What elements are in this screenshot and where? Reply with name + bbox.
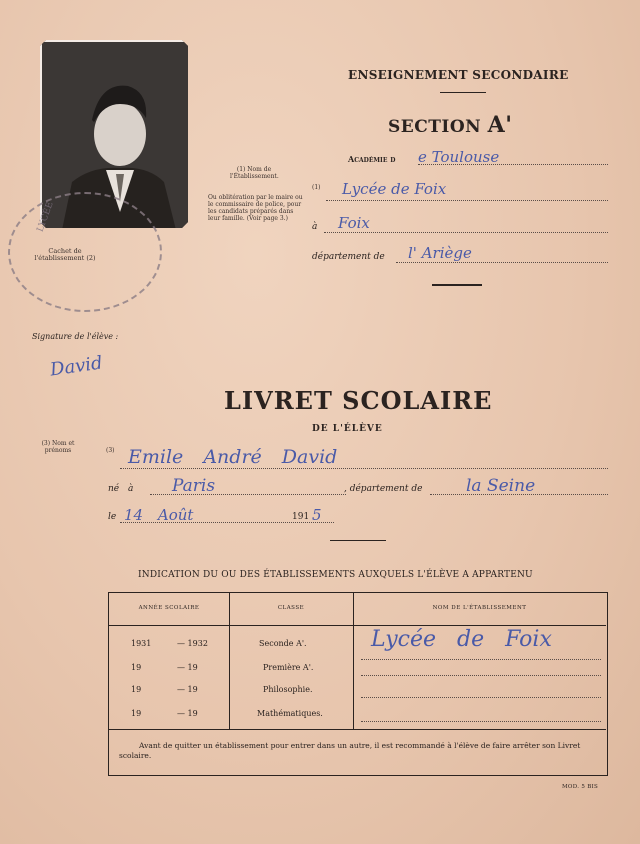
student-name: Emile André David [128, 446, 338, 468]
note1-text [230, 166, 278, 180]
col-header-classe: CLASSE [277, 605, 305, 611]
birthdate-line [120, 522, 334, 523]
model-number: MOD. 5 BIS [562, 784, 599, 790]
row-year-to: — 19 [177, 663, 198, 672]
ville-line [324, 232, 608, 233]
de-eleve-subtitle: DE L'ÉLÈVE [312, 424, 383, 434]
table-row [109, 663, 606, 683]
academie-label: Académie d [348, 154, 396, 164]
birth-dept-value: la Seine [466, 476, 536, 496]
row-year-to: — 19 [177, 685, 198, 694]
row-line [361, 659, 601, 660]
row-year-from: 19 [131, 709, 142, 718]
col-header-etablissement: NOM DE L'ÉTABLISSEMENT [432, 605, 527, 611]
footnote-line [109, 729, 606, 730]
row-year-from: 19 [131, 663, 142, 672]
note1-body: Nom de l'Établissement. [230, 166, 279, 180]
etablissement-line [326, 200, 608, 201]
row-line [361, 675, 601, 676]
birth-year-prefix: 191 [292, 512, 310, 522]
signature-value: David [48, 352, 104, 381]
section-title [388, 112, 512, 138]
birth-dept-line [430, 494, 608, 495]
row-year-from: 19 [131, 685, 142, 694]
academie-value: e Toulouse [418, 148, 500, 166]
section-label: SECTION [388, 117, 482, 137]
header-row-line [109, 625, 606, 626]
row-line [361, 721, 601, 722]
stamp-text: LYCÉE [35, 200, 56, 234]
table-footnote: Avant de quitter un établissement pour entrer dans un autre, il est recommandé à l'élève de faire arrêter son Livret scolaire. [119, 741, 581, 760]
header-divider [440, 92, 486, 93]
academie-line [418, 164, 608, 165]
livret-title: LIVRET SCOLAIRE [224, 386, 493, 415]
note1-ref: (1) [312, 184, 321, 191]
etablissement-value: Lycée de Foix [342, 180, 447, 198]
departement-line [396, 262, 608, 263]
ville-value: Foix [338, 214, 370, 232]
row-classe: Mathématiques. [257, 709, 323, 718]
note3-text: (3) Nom et prénoms [41, 440, 75, 454]
table-row [109, 685, 606, 705]
row-year-from: 1931 [131, 639, 152, 648]
birthplace-line [150, 494, 346, 495]
note1-num: (1) [236, 166, 246, 173]
row-year-to: — 19 [177, 709, 198, 718]
row-classe: Philosophie. [263, 685, 313, 694]
le-label: le [108, 512, 117, 522]
student-divider [330, 540, 386, 541]
row-classe: Première A'. [263, 663, 314, 672]
header-bottom-divider [432, 284, 482, 286]
signature-label: Signature de l'élève : [32, 332, 119, 341]
birth-day-month: 14 Août [124, 506, 194, 524]
ne-a-label: né à [108, 484, 134, 494]
departement-value: l' Ariège [408, 244, 472, 262]
a-label: à [312, 222, 318, 232]
birthplace-value: Paris [172, 476, 216, 496]
birth-dept-label: , département de [344, 484, 423, 494]
row-year-to: — 1932 [177, 639, 208, 648]
row-line [361, 697, 601, 698]
cachet-label: Cachet de l'établissement (2) [34, 247, 96, 262]
etablissements-table [108, 592, 608, 776]
table-caption: INDICATION DU OU DES ÉTABLISSEMENTS AUXQUELS L'ÉLÈVE A APPARTENU [138, 570, 533, 580]
table-row [109, 627, 606, 659]
birth-year-suffix: 5 [312, 506, 322, 524]
note3-ref: (3) [106, 447, 115, 454]
table-row [109, 709, 606, 729]
name-line [120, 468, 608, 469]
section-letter: A' [487, 112, 513, 138]
row-etablissement: Lycée de Foix [371, 627, 552, 652]
row-classe: Seconde A'. [259, 639, 307, 648]
note2-text: Ou oblitération par le maire ou le commissaire de police, pour les candidats préparés dans leur famille. (Voir page 3.) [208, 194, 303, 222]
col-header-annee: ANNÉE SCOLAIRE [138, 605, 200, 611]
enseignement-title: ENSEIGNEMENT SECONDAIRE [348, 68, 569, 82]
departement-label: département de [312, 252, 385, 262]
